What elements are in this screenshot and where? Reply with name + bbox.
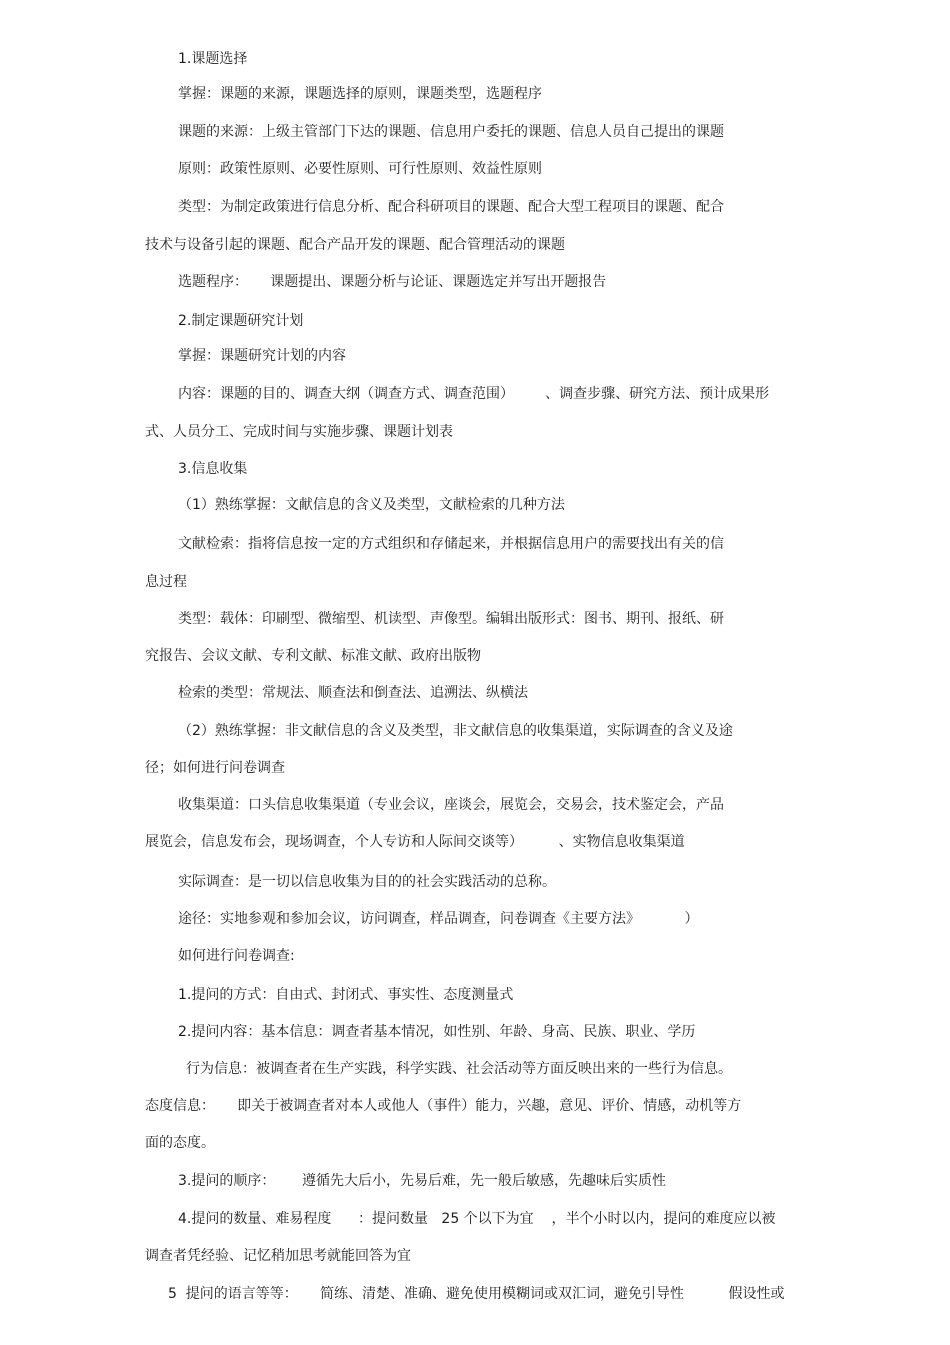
paragraph-line: 2.提问内容：基本信息：调查者基本情况，如性别、年龄、身高、民族、职业、学历	[178, 1024, 696, 1040]
paragraph-line: 文献检索：指将信息按一定的方式组织和存储起来，并根据信息用户的需要找出有关的信	[178, 536, 724, 552]
paragraph-line: 3.提问的顺序： 遵循先大后小，先易后难，先一般后敏感，先趣味后实质性	[178, 1173, 667, 1189]
paragraph-line: 调查者凭经验、记忆稍加思考就能回答为宜	[145, 1248, 411, 1264]
section-heading-topic-selection: 1.课题选择	[178, 51, 248, 67]
paragraph-line: 4.提问的数量、难易程度 ：提问数量 25 个以下为宜 ，半个小时以内，提问的难度应以被	[178, 1211, 776, 1227]
paragraph-line: 面的态度。	[145, 1135, 215, 1151]
paragraph-line: 选题程序： 课题提出、课题分析与论证、课题选定并写出开题报告	[178, 274, 607, 290]
paragraph-line: 展览会，信息发布会，现场调查，个人专访和人际间交谈等） 、实物信息收集渠道	[145, 834, 685, 850]
paragraph-line: 收集渠道：口头信息收集渠道（专业会议，座谈会，展览会，交易会，技术鉴定会，产品	[178, 797, 724, 813]
paragraph-line: 内容：课题的目的、调查大纲（调查方式、调查范围） 、调查步骤、研究方法、预计成果形	[178, 386, 770, 402]
paragraph-line: （2）熟练掌握：非文献信息的含义及类型，非文献信息的收集渠道，实际调查的含义及途	[178, 723, 733, 739]
paragraph-line: 原则：政策性原则、必要性原则、可行性原则、效益性原则	[178, 161, 542, 177]
paragraph-line: 态度信息： 即关于被调查者对本人或他人（事件）能力，兴趣，意见、评价、情感，动机等方	[145, 1098, 742, 1114]
paragraph-line: 类型：为制定政策进行信息分析、配合科研项目的课题、配合大型工程项目的课题、配合	[178, 199, 724, 215]
paragraph-line: 行为信息：被调查者在生产实践，科学实践、社会活动等方面反映出来的一些行为信息。	[186, 1061, 732, 1077]
paragraph-line: 技术与设备引起的课题、配合产品开发的课题、配合管理活动的课题	[145, 237, 565, 253]
section-heading-info-collection: 3.信息收集	[178, 461, 248, 477]
section-heading-research-plan: 2.制定课题研究计划	[178, 313, 304, 329]
paragraph-line: 径；如何进行问卷调查	[145, 760, 285, 776]
paragraph-line: 5 提问的语言等等： 简练、清楚、准确、避免使用模糊词或双汇词，避免引导性 假设性或	[168, 1286, 785, 1302]
paragraph-line: 究报告、会议文献、专利文献、标准文献、政府出版物	[145, 648, 481, 664]
paragraph-line: 课题的来源：上级主管部门下达的课题、信息用户委托的课题、信息人员自己提出的课题	[178, 124, 724, 140]
paragraph-line: 式、人员分工、完成时间与实施步骤、课题计划表	[145, 424, 453, 440]
paragraph-line: 检索的类型：常规法、顺查法和倒查法、追溯法、纵横法	[178, 685, 528, 701]
paragraph-line: 实际调查：是一切以信息收集为目的的社会实践活动的总称。	[178, 874, 556, 890]
paragraph-line: 如何进行问卷调查:	[178, 948, 295, 964]
paragraph-line: 掌握：课题研究计划的内容	[178, 348, 346, 364]
paragraph-line: 息过程	[145, 574, 187, 590]
paragraph-line: 1.提问的方式：自由式、封闭式、事实性、态度测量式	[178, 987, 514, 1003]
paragraph-line: （1）熟练掌握：文献信息的含义及类型，文献检索的几种方法	[178, 497, 565, 513]
paragraph-line: 类型：载体：印刷型、微缩型、机读型、声像型。编辑出版形式：图书、期刊、报纸、研	[178, 611, 724, 627]
paragraph-line: 途径：实地参观和参加会议，访问调查，样品调查，问卷调查《主要方法》 ）	[178, 911, 699, 927]
paragraph-line: 掌握：课题的来源，课题选择的原则，课题类型，选题程序	[178, 86, 542, 102]
